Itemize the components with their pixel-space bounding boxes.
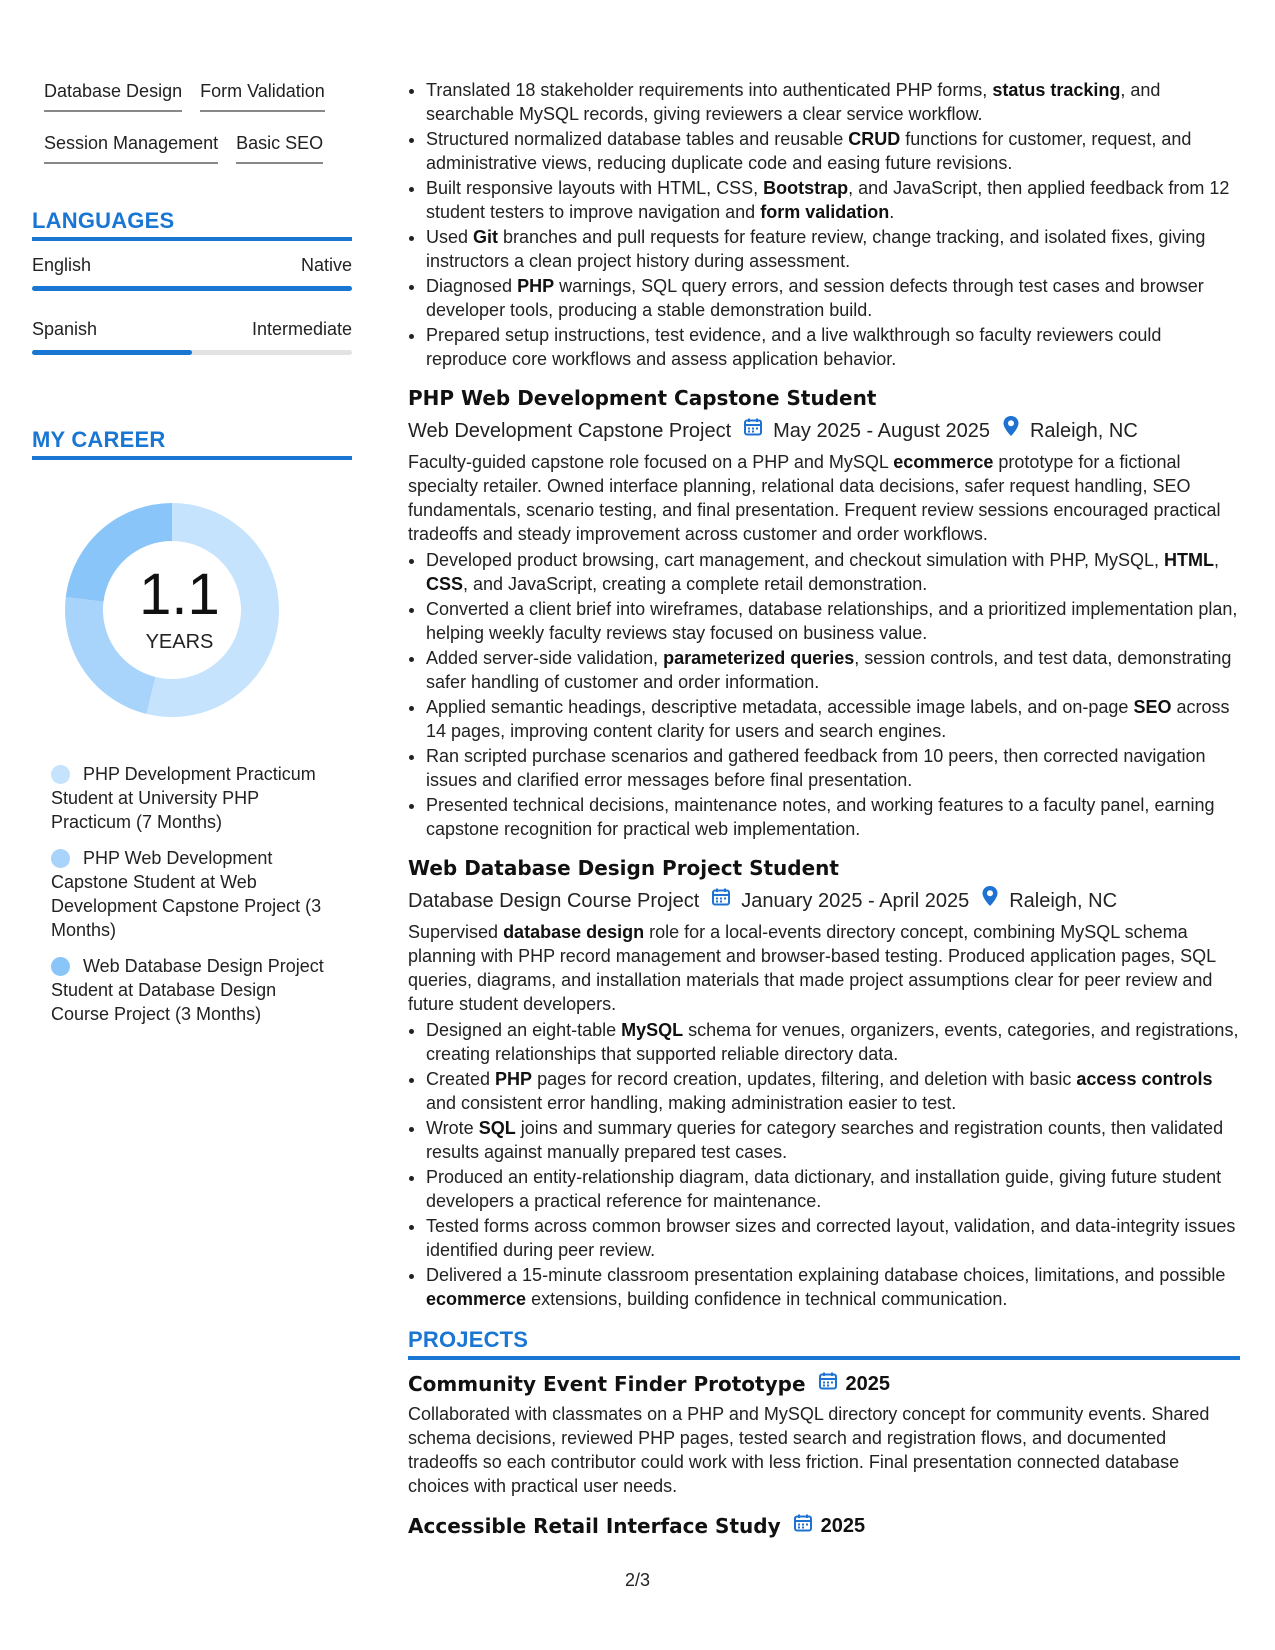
skill-tag: Database Design	[44, 76, 182, 112]
bullet-item: • Created PHP pages for record creation, updates, filtering, and deletion with basic access controls and consistent error handling, making administration easier to test.	[426, 1067, 1240, 1115]
job-bullet-list	[408, 548, 1240, 841]
language-bar-track	[32, 350, 352, 355]
language-name: English	[32, 255, 92, 275]
career-section	[32, 427, 352, 1026]
bullet-item: • Structured normalized database tables and reusable CRUD functions for customer, request, and administrative views, reducing duplicate code and easing future revisions.	[426, 127, 1240, 175]
bullet-item: • Produced an entity-relationship diagram, data dictionary, and installation guide, giving future student developers a practical reference for maintenance.	[426, 1165, 1240, 1213]
skills-list	[32, 76, 352, 164]
project-title: Accessible Retail Interface Study	[408, 1514, 781, 1538]
career-legend-label: PHP Web Development Capstone Student at Web Development Capstone Project (3 Months)	[51, 848, 322, 940]
career-donut-chart	[32, 482, 352, 732]
legend-dot	[51, 849, 70, 868]
job-description: Supervised database design role for a local-events directory concept, combining MySQL schema planning with PHP record management and browser-based testing. Produced application pages, SQL queries, diagrams, and installation materials that made project assumptions clear for peer review and future student developers.	[408, 922, 1216, 1014]
career-legend-label: Web Database Design Project Student at Database Design Course Project (3 Months)	[51, 956, 324, 1024]
job-entry	[408, 853, 1240, 1311]
language-item	[32, 317, 352, 355]
career-legend-label: PHP Development Practicum Student at University PHP Practicum (7 Months)	[51, 764, 316, 832]
calendar-icon	[743, 416, 763, 446]
job-meta	[408, 885, 1240, 916]
bullet-item: • Ran scripted purchase scenarios and gathered feedback from 10 peers, then corrected navigation issues and clarified error messages before final presentation.	[426, 744, 1240, 792]
project-year: 2025	[820, 1515, 866, 1537]
project-title-row	[408, 1370, 1240, 1398]
job-bullet-list	[408, 1018, 1240, 1311]
job-location: Raleigh, NC	[1009, 889, 1118, 912]
project-title-row	[408, 1512, 1240, 1540]
project-description: Collaborated with classmates on a PHP and MySQL directory concept for community events. Shared schema decisions, reviewed PHP pages, tested search and registration flows, and documented tradeoffs so each contributor could work with less friction. Final presentation connected database choices with practical user needs.	[408, 1404, 1210, 1496]
bullet-item: • Built responsive layouts with HTML, CSS, Bootstrap, and JavaScript, then applied feedback from 12 student testers to improve navigation and form validation.	[426, 176, 1240, 224]
calendar-icon	[711, 886, 731, 916]
bullet-item: • Tested forms across common browser sizes and corrected layout, validation, and data-integrity issues identified during peer review.	[426, 1214, 1240, 1262]
main-content	[408, 78, 1240, 1540]
job-dates: January 2025 - April 2025	[741, 889, 970, 912]
languages-heading: LANGUAGES	[32, 208, 352, 241]
bullet-item: • Translated 18 stakeholder requirements into authenticated PHP forms, status tracking, and searchable MySQL records, giving reviewers a clear service workflow.	[426, 78, 1240, 126]
skill-tag: Session Management	[44, 128, 218, 164]
job-dates: May 2025 - August 2025	[773, 419, 990, 442]
language-item	[32, 253, 352, 291]
job-location: Raleigh, NC	[1029, 419, 1138, 442]
bullet-item: • Prepared setup instructions, test evidence, and a live walkthrough so faculty reviewers could reproduce core workflows and assess application behavior.	[426, 323, 1240, 371]
career-legend-item	[51, 762, 331, 834]
location-pin-icon	[981, 885, 999, 916]
location-pin-icon	[1002, 415, 1020, 446]
job-organization: Web Development Capstone Project	[408, 419, 732, 442]
job-title: PHP Web Development Capstone Student	[408, 386, 877, 410]
project-entry	[408, 1512, 1240, 1540]
bullet-item: • Converted a client brief into wireframes, database relationships, and a prioritized implementation plan, helping weekly faculty reviews stay focused on business value.	[426, 597, 1240, 645]
job-meta	[408, 415, 1240, 446]
job-organization: Database Design Course Project	[408, 889, 700, 912]
career-total-years: 1.1	[139, 562, 220, 627]
intro-bullet-list	[408, 78, 1240, 371]
job-description: Faculty-guided capstone role focused on a PHP and MySQL ecommerce prototype for a fictional specialty retailer. Owned interface planning, relational data decisions, safer request handling, SEO fundamentals, scenario testing, and final presentation. Frequent review sessions encouraged practical tradeoffs and steady improvement across customer and order workflows.	[408, 452, 1221, 544]
skill-tag: Basic SEO	[236, 128, 323, 164]
skill-tag: Form Validation	[200, 76, 325, 112]
bullet-item: • Developed product browsing, cart management, and checkout simulation with PHP, MySQL, HTML, CSS, and JavaScript, creating a complete retail demonstration.	[426, 548, 1240, 596]
calendar-icon	[793, 1512, 813, 1540]
job-title: Web Database Design Project Student	[408, 856, 839, 880]
career-legend	[32, 762, 331, 1026]
project-year: 2025	[845, 1373, 891, 1395]
career-years-label: YEARS	[145, 631, 214, 653]
bullet-item: • Diagnosed PHP warnings, SQL query errors, and session defects through test cases and browser developer tools, producing a stable demonstration build.	[426, 274, 1240, 322]
language-name: Spanish	[32, 319, 98, 339]
bullet-item: • Used Git branches and pull requests for feature review, change tracking, and isolated fixes, giving instructors a clean project history during assessment.	[426, 225, 1240, 273]
projects-section	[408, 1327, 1240, 1540]
language-bar-fill	[32, 350, 192, 355]
language-bar-track	[32, 286, 352, 291]
language-level: Native	[300, 255, 352, 275]
legend-dot	[51, 957, 70, 976]
project-title: Community Event Finder Prototype	[408, 1372, 806, 1396]
legend-dot	[51, 765, 70, 784]
languages-section	[32, 208, 352, 355]
bullet-item: • Added server-side validation, parameterized queries, session controls, and test data, demonstrating safer handling of customer and order information.	[426, 646, 1240, 694]
career-legend-item	[51, 954, 331, 1026]
page-number: 2/3	[624, 1570, 651, 1590]
calendar-icon	[818, 1370, 838, 1398]
bullet-item: • Delivered a 15-minute classroom presentation explaining database choices, limitations, and possible ecommerce extensions, building confidence in technical communication.	[426, 1263, 1240, 1311]
bullet-item: • Designed an eight-table MySQL schema for venues, organizers, events, categories, and registrations, creating relationships that supported reliable directory data.	[426, 1018, 1240, 1066]
career-legend-item	[51, 846, 331, 942]
sidebar	[32, 76, 352, 1038]
bullet-item: • Applied semantic headings, descriptive metadata, accessible image labels, and on-page SEO across 14 pages, improving content clarity for users and search engines.	[426, 695, 1240, 743]
projects-heading: PROJECTS	[408, 1327, 1240, 1360]
language-bar-fill	[32, 286, 352, 291]
language-level: Intermediate	[251, 319, 352, 339]
bullet-item: • Wrote SQL joins and summary queries for category searches and registration counts, then validated results against manually prepared test cases.	[426, 1116, 1240, 1164]
project-entry	[408, 1370, 1240, 1498]
job-entry	[408, 383, 1240, 841]
bullet-item: • Presented technical decisions, maintenance notes, and working features to a faculty panel, earning capstone recognition for practical web implementation.	[426, 793, 1240, 841]
career-heading: MY CAREER	[32, 427, 352, 460]
